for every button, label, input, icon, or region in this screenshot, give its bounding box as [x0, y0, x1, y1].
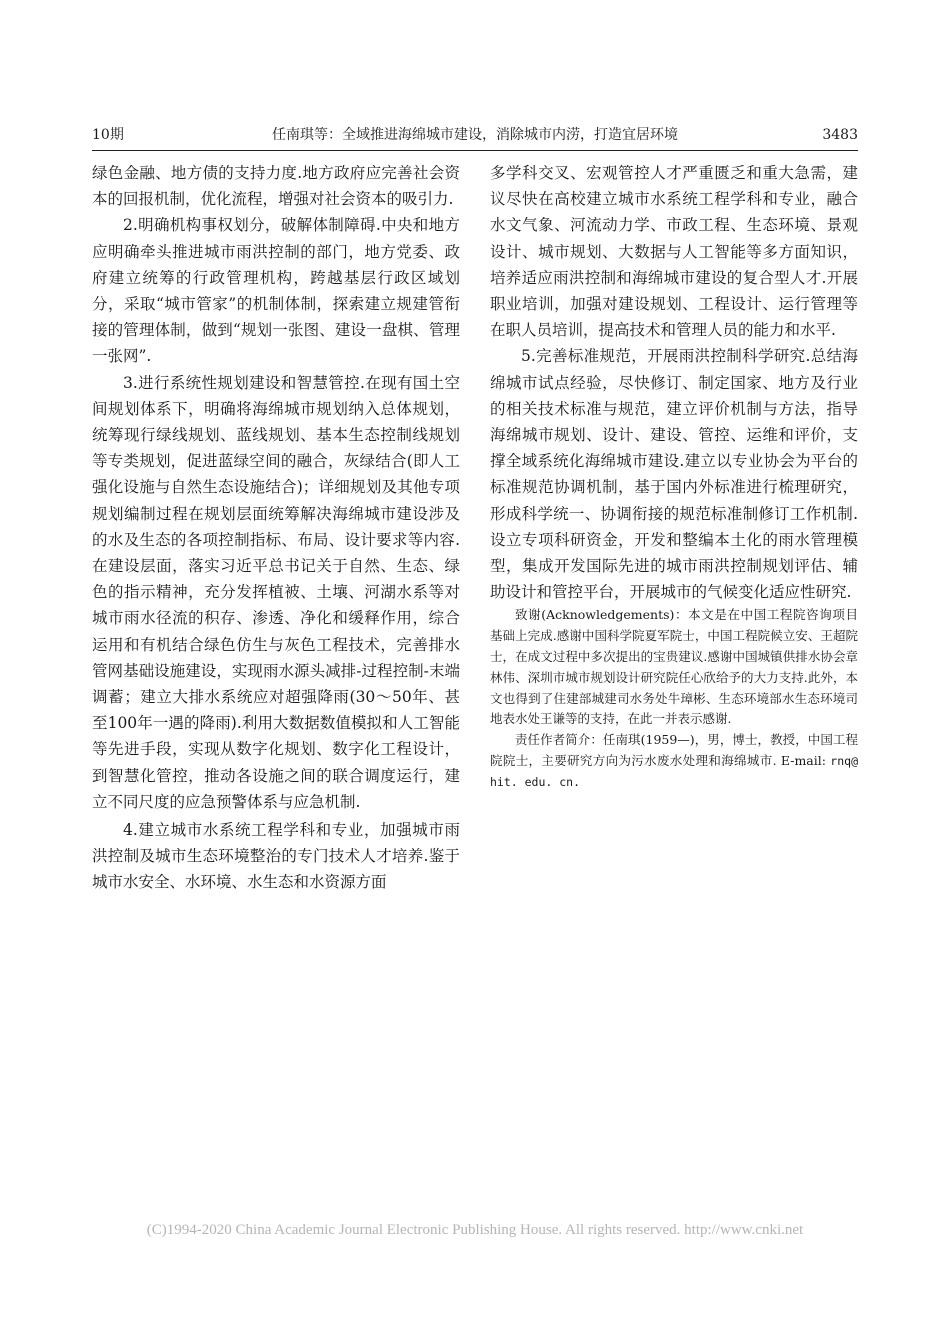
author-bio	[490, 730, 858, 792]
paragraph-item-3: 3.进行系统性规划建设和智慧管控.在现有国土空间规划体系下，明确将海绵城市规划纳入总体规划，统筹现行绿线规划、蓝线规划、基本生态控制线规划等专类规划，促进蓝绿空间的融合，灰绿结合(即人工强化设施与自然生态设施结合)；详细规划及其他专项规划编制过程在规划层面统筹解决海绵城市建设涉及的水及生态的各项控制指标、布局、设计要求等内容.在建设层面，落实习近平总书记关于自然、生态、绿色的指示精神，充分发挥植被、土壤、河湖水系等对城市雨水径流的积存、渗透、净化和缓释作用，综合运用和有机结合绿色仿生与灰色工程技术，完善排水管网基础设施建设，实现雨水源头减排-过程控制-末端调蓄；建立大排水系统应对超强降雨(30～50年、甚至100年一遇的降雨).利用大数据数值模拟和人工智能等先进手段，实现从数字化规划、数字化工程设计，到智慧化管控，推动各设施之间的联合调度运行，建立不同尺度的应急预警体系与应急机制.	[92, 373, 460, 811]
left-column	[92, 160, 460, 896]
acknowledgements: 致谢(Acknowledgements)：本文是在中国工程院咨询项目基础上完成.感谢中国科学院夏军院士，中国工程院候立安、王超院士，在成文过程中多次提出的宝贵建议.感谢中国城镇供排水协会章林伟、深圳市城市规划设计研究院任心欣给予的大力支持.此外，本文也得到了住建部城建司水务处牛璋彬、生态环境部水生态环境司地表水处王谦等的支持，在此一并表示感谢.	[490, 607, 858, 727]
paragraph-continuation: 绿色金融、地方债的支持力度.地方政府应完善社会资本的回报机制，优化流程，增强对社会资本的吸引力.	[92, 164, 460, 209]
running-header	[92, 124, 858, 146]
paragraph-item-4-continued: 多学科交叉、宏观管控人才严重匮乏和重大急需，建议尽快在高校建立城市水系统工程学科和专业，融合水文气象、河流动力学、市政工程、生态环境、景观设计、城市规划、大数据与人工智能等多方面知识，培养适应雨洪控制和海绵城市建设的复合型人才.开展职业培训，加强对建设规划、工程设计、运行管理等在职人员培训，提高技术和管理人员的能力和水平.	[490, 164, 858, 340]
paragraph-item-5: 5.完善标准规范，开展雨洪控制科学研究.总结海绵城市试点经验，尽快修订、制定国家、地方及行业的相关技术标准与规范，建立评价机制与方法，指导海绵城市规划、设计、建设、管控、运维和评价，支撑全域系统化海绵城市建设.建立以专业协会为平台的标准规范协调机制，基于国内外标准进行梳理研究，形成科学统一、协调衔接的规范标准制修订工作机制.设立专项科研资金，开发和整编本土化的雨水管理模型，集成开发国际先进的城市雨洪控制规划评估、辅助设计和管控平台，开展城市的气候变化适应性研究.	[490, 347, 858, 602]
paragraph-item-4: 4.建立城市水系统工程学科和专业，加强城市雨洪控制及城市生态环境整治的专门技术人才培养.鉴于城市水安全、水环境、水生态和水资源方面	[92, 821, 460, 892]
header-rule	[92, 150, 858, 151]
author-bio-text: 责任作者简介：任南琪(1959—)，男，博士，教授，中国工程院院士，主要研究方向为污水废水处理和海绵城市. E-mail:	[490, 732, 858, 769]
right-column	[490, 160, 858, 793]
paragraph-item-2: 2.明确机构事权划分，破解体制障碍.中央和地方应明确牵头推进城市雨洪控制的部门，地方党委、政府建立统筹的行政管理机构，跨越基层行政区域划分，采取“城市管家”的机制体制，探索建立规建管衔接的管理体制，做到“规划一张图、建设一盘棋、管理一张网”.	[92, 216, 460, 366]
page-number: 3483	[822, 127, 858, 143]
running-title: 任南琪等：全域推进海绵城市建设，消除城市内涝，打造宜居环境	[272, 127, 678, 143]
copyright-footer: (C)1994-2020 China Academic Journal Electronic Publishing House. All rights reserved. http://www.cnki.net	[146, 1222, 804, 1238]
issue-number: 10期	[92, 127, 124, 143]
author-email: rnq@ hit. edu. cn.	[490, 754, 858, 789]
